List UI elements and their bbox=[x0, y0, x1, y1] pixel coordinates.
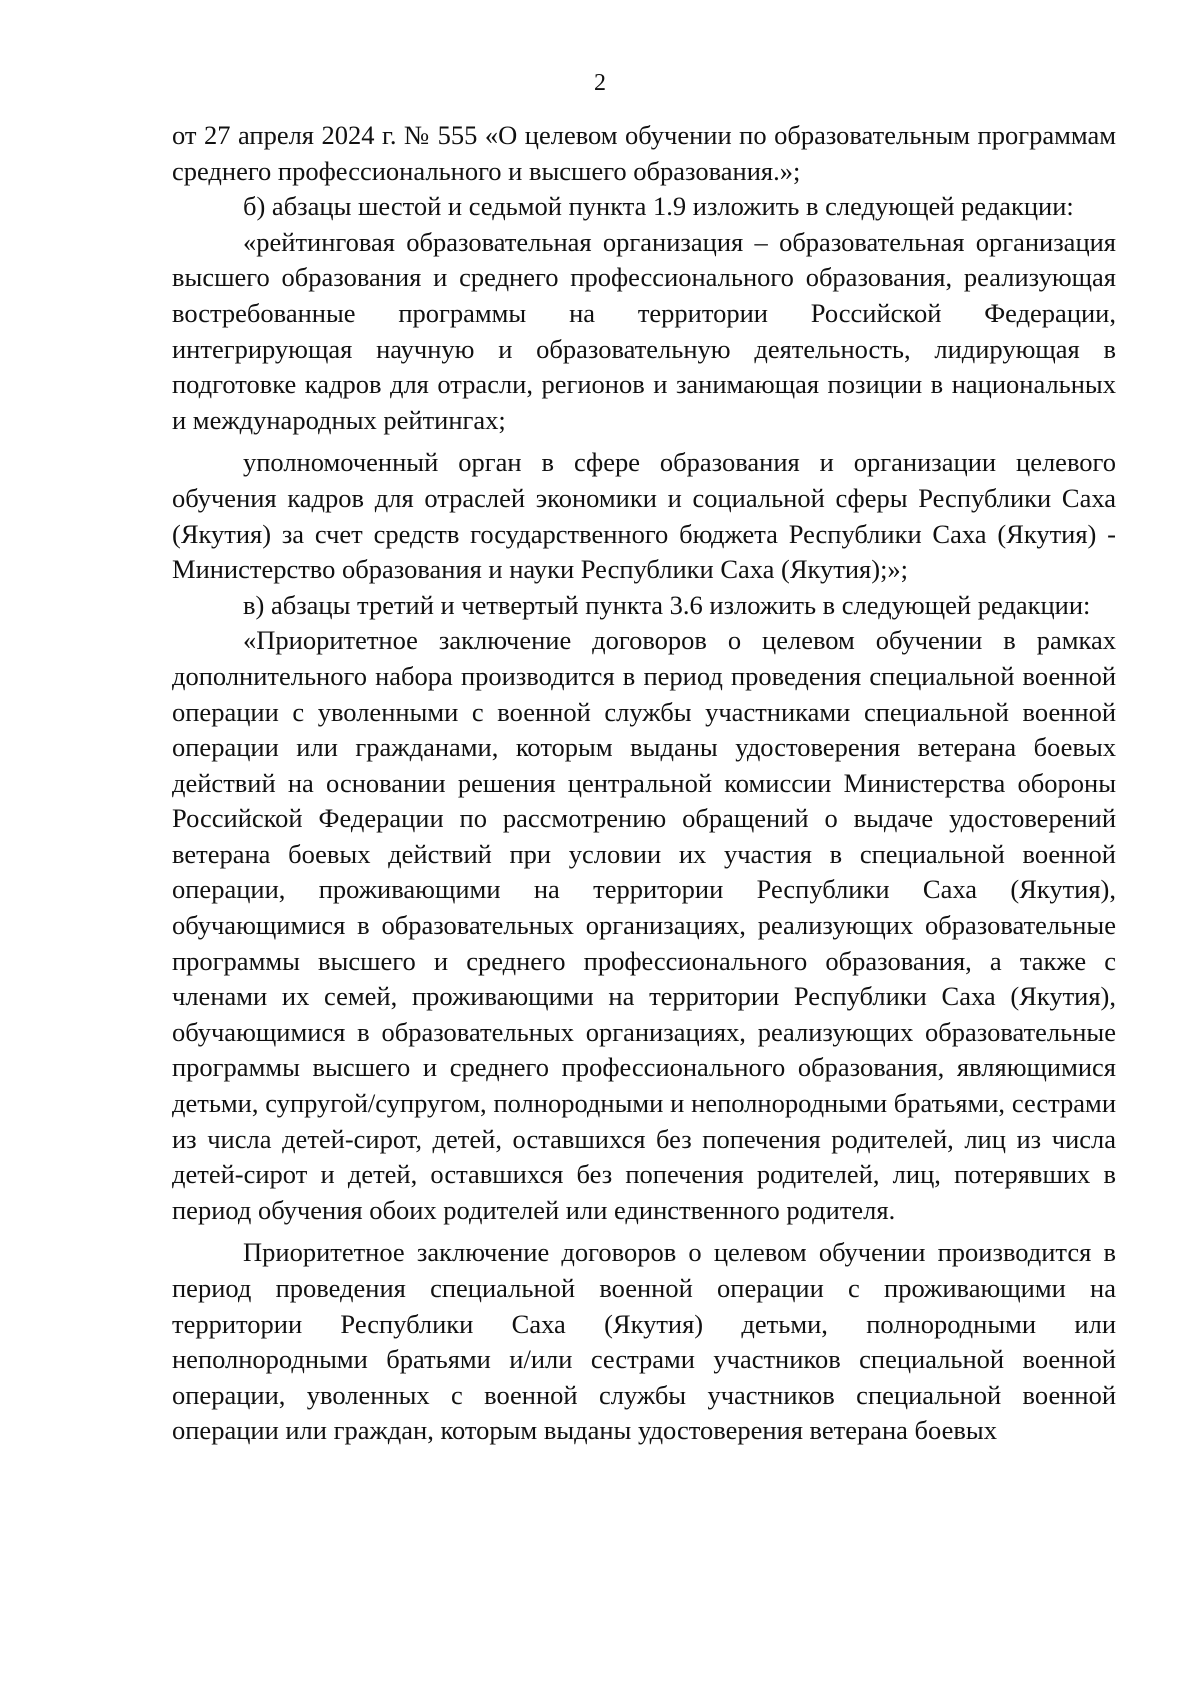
paragraph-item-b: б) абзацы шестой и седьмой пункта 1.9 изложить в следующей редакции: bbox=[243, 191, 1074, 222]
paragraph-priority-additional-set: «Приоритетное заключение договоров о целевом обучении в рамках дополнительного набора производится в период проведения специальной военной операции с уволенными с военной службы участниками специальной военной операции или гражданами, которым выданы удостоверения ветерана боевых действий на основании решения центральной комиссии Министерства обороны Российской Федерации по рассмотрению обращений о выдаче удостоверений ветерана боевых действий при условии их участия в специальной военной операции, проживающими на территории Республики Саха (Якутия), обучающимися в образовательных организациях, реализующих образовательные программы высшего и среднего профессионального образования, а также с членами их семей, проживающими на территории Республики Саха (Якутия), обучающимися в образовательных организациях, реализующих образовательные программы высшего и среднего профессионального образования, являющимися детьми, супругой/супругом, полнородными и неполнородными братьями, сестрами из числа детей-сирот, детей, оставшихся без попечения родителей, лиц из числа детей-сирот и детей, оставшихся без попечения родителей, лиц, потерявших в период обучения обоих родителей или единственного родителя. bbox=[172, 625, 1116, 1225]
document-body bbox=[172, 118, 1116, 1449]
paragraph-rating-organization: «рейтинговая образовательная организация – образовательная организация высшего образования и среднего профессионального образования, реализующая востребованные программы на территории Российской Федерации, интегрирующая научную и образовательную деятельность, лидирующая в подготовке кадров для отрасли, регионов и занимающая позиции в национальных и международных рейтингах; bbox=[172, 226, 1116, 435]
paragraph-priority-relatives: Приоритетное заключение договоров о целевом обучении производится в период проведения специальной военной операции с проживающими на территории Республики Саха (Якутия) детьми, полнородными или неполнородными братьями и/или сестрами участников специальной военной операции, уволенных с военной службы участников специальной военной операции или граждан, которым выданы удостоверения ветерана боевых bbox=[172, 1237, 1116, 1446]
paragraph-authorized-body: уполномоченный орган в сфере образования и организации целевого обучения кадров для отраслей экономики и социальной сферы Республики Саха (Якутия) за счет средств государственного бюджета Республики Саха (Якутия) - Министерство образования и науки Республики Саха (Якутия);»; bbox=[172, 447, 1116, 585]
paragraph-item-v: в) абзацы третий и четвертый пункта 3.6 изложить в следующей редакции: bbox=[243, 589, 1091, 620]
page-number: 2 bbox=[594, 70, 606, 96]
paragraph-continuation: от 27 апреля 2024 г. № 555 «О целевом обучении по образовательным программам среднего профессионального и высшего образования.»; bbox=[172, 120, 1116, 186]
